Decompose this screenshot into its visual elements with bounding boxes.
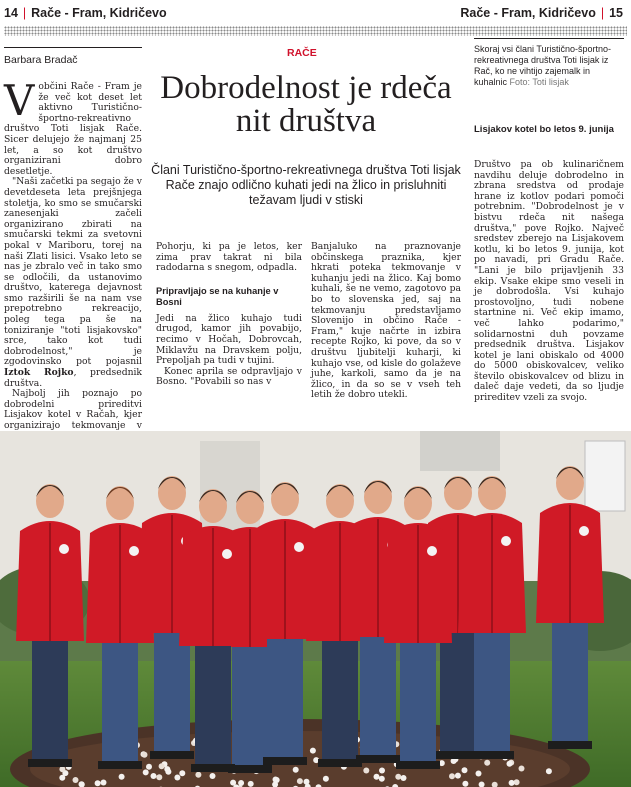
article-column-2: [156, 242, 302, 424]
side-heading: Lisjakov kotel bo letos 9. junija: [474, 124, 614, 135]
subheading: Pripravljajo se na kuhanje v Bosni: [156, 285, 279, 307]
photo-caption: Skoraj vsi člani Turistično-športno-rekreativnega društva Toti lisjak iz Rač, ko ne vihtijo zajemalk in kuhalnic Foto: Toti lisjak: [474, 44, 612, 87]
article-column-4: [474, 160, 624, 424]
group-photo: [0, 431, 631, 787]
section-title-left: Rače - Fram, Kidričevo: [31, 6, 167, 20]
headline: Dobrodelnost je rdeča nit društva: [160, 70, 452, 139]
page-number-left: 14: [4, 6, 18, 20]
paragraph: Najbolj jih poznajo po dobrodelni prireditvi Lisjakov kotel v Račah, kjer organizirajo tekmovanje v: [4, 388, 142, 431]
person-name: Iztok Rojko: [4, 367, 74, 379]
author-rule: [4, 47, 142, 48]
article-column-1: [4, 76, 142, 431]
paragraph: Društvo pa ob kulinaričnem navdihu deluje dobrodelno in zbrana sredstva od prodaje hrane iz kotlov podari pomoči potrebnim. "Dobrodelnost je v bistvu rdeča nit našega društva," pove Rojko. Največ sredstev zberejo na Lisjakovem kotlu, ki bo letos 9. junija, kot po navadi, pri Gradu Rače. "Lani je bilo prijavljenih 33 ekip. Vsake ekipe smo veseli in je dobrodošla. Vsi kuhajo prostovoljno, tudi nobene startnine ni. Več ekip imamo, več lahko podarimo," solidarnostni duh povzame predsednik društva. Lisjakov kotel je lani obiskalo od 4000 do 5000 obiskovalcev, veliko število obiskovalcev od blizu in daleč daje vedeti, da so ljudje prireditev vzeli za svojo.: [474, 159, 624, 404]
paragraph: Jedi na žlico kuhajo tudi drugod, kamor jih povabijo, recimo v Hočah, Dobrovcah, Miklavžu na Dravskem polju, Prepoljah pa tudi v tujini.: [156, 312, 302, 367]
group-photo-illustration: [0, 431, 631, 787]
photo-credit: Foto: Toti lisjak: [509, 77, 569, 87]
page-number-right: 15: [609, 6, 623, 20]
article-column-3: [311, 242, 461, 424]
paragraph: Banjaluko na praznovanje občinskega praznika, kjer hkrati poteka tekmovanje v kuhanju jedi na žlico. Kaj bomo kuhali, še ne vemo, zagotovo pa bo to slovenska jed, saj na tekmovanju predstavljamo Slovenijo in občino Rače - Fram," kuje načrte in izbira recepte Rojko, ki pove, da so v društvu ljubitelji kuharji, ki kuhajo vse, od kisle do golaževe juhe, karkoli, samo da je na žlico, in da so se v vseh teh letih že dobro utekli.: [311, 241, 461, 401]
caption-rule: [474, 38, 624, 39]
paragraph: Pohorju, ki pa je letos, ker zima prav takrat ni bila radodarna s snegom, odpadla.: [156, 241, 302, 274]
paragraph: Konec aprila se odpravljajo v Bosno. "Povabili so nas v: [156, 365, 302, 388]
lead-paragraph: Člani Turistično-športno-rekreativnega društva Toti lisjak Rače znajo odlično kuhati jedi na žlico in prisluhniti težavam ljudi v stiski: [151, 163, 461, 207]
page-header-right: Rače - Fram, Kidričevo | 15: [460, 6, 623, 20]
paragraph: Vobčini Rače - Fram je že več kot deset let aktivno Turistično-športno-rekreativno društvo Toti lisjak Rače. Sicer delujejo že najmanj 25 let, a so kot društvo organizirani dobro desetletje.: [4, 76, 142, 177]
page-header-left: 14 | Rače - Fram, Kidričevo: [4, 6, 167, 20]
drop-cap: V: [4, 76, 35, 125]
section-rubric: RAČE: [287, 47, 317, 59]
paragraph: "Naši začetki pa segajo že v devetdeseta leta prejšnjega stoletja, ko smo se smučarski zanesenjaki začeli organizirano zbirati na smučarski tekmi za svetovni pokal v Mariboru, torej na naši Zlati lisici. Vsako leto se nas je zbralo več in tako smo se odločili, da ustanovimo društvo, katerega dejavnost smo razširili še na nam vse prepotrebno rekreacijo, poleg tega pa še na toniziranje "toti lisjakovsko" srce, tako kot tudi dobrodelnost," je zgodovinsko pot pojasnil Iztok Rojko, predsednik društva.: [4, 176, 142, 389]
header-dotted-rule: [4, 26, 627, 36]
section-title-right: Rače - Fram, Kidričevo: [460, 6, 596, 20]
author-byline: Barbara Bradač: [4, 54, 78, 66]
